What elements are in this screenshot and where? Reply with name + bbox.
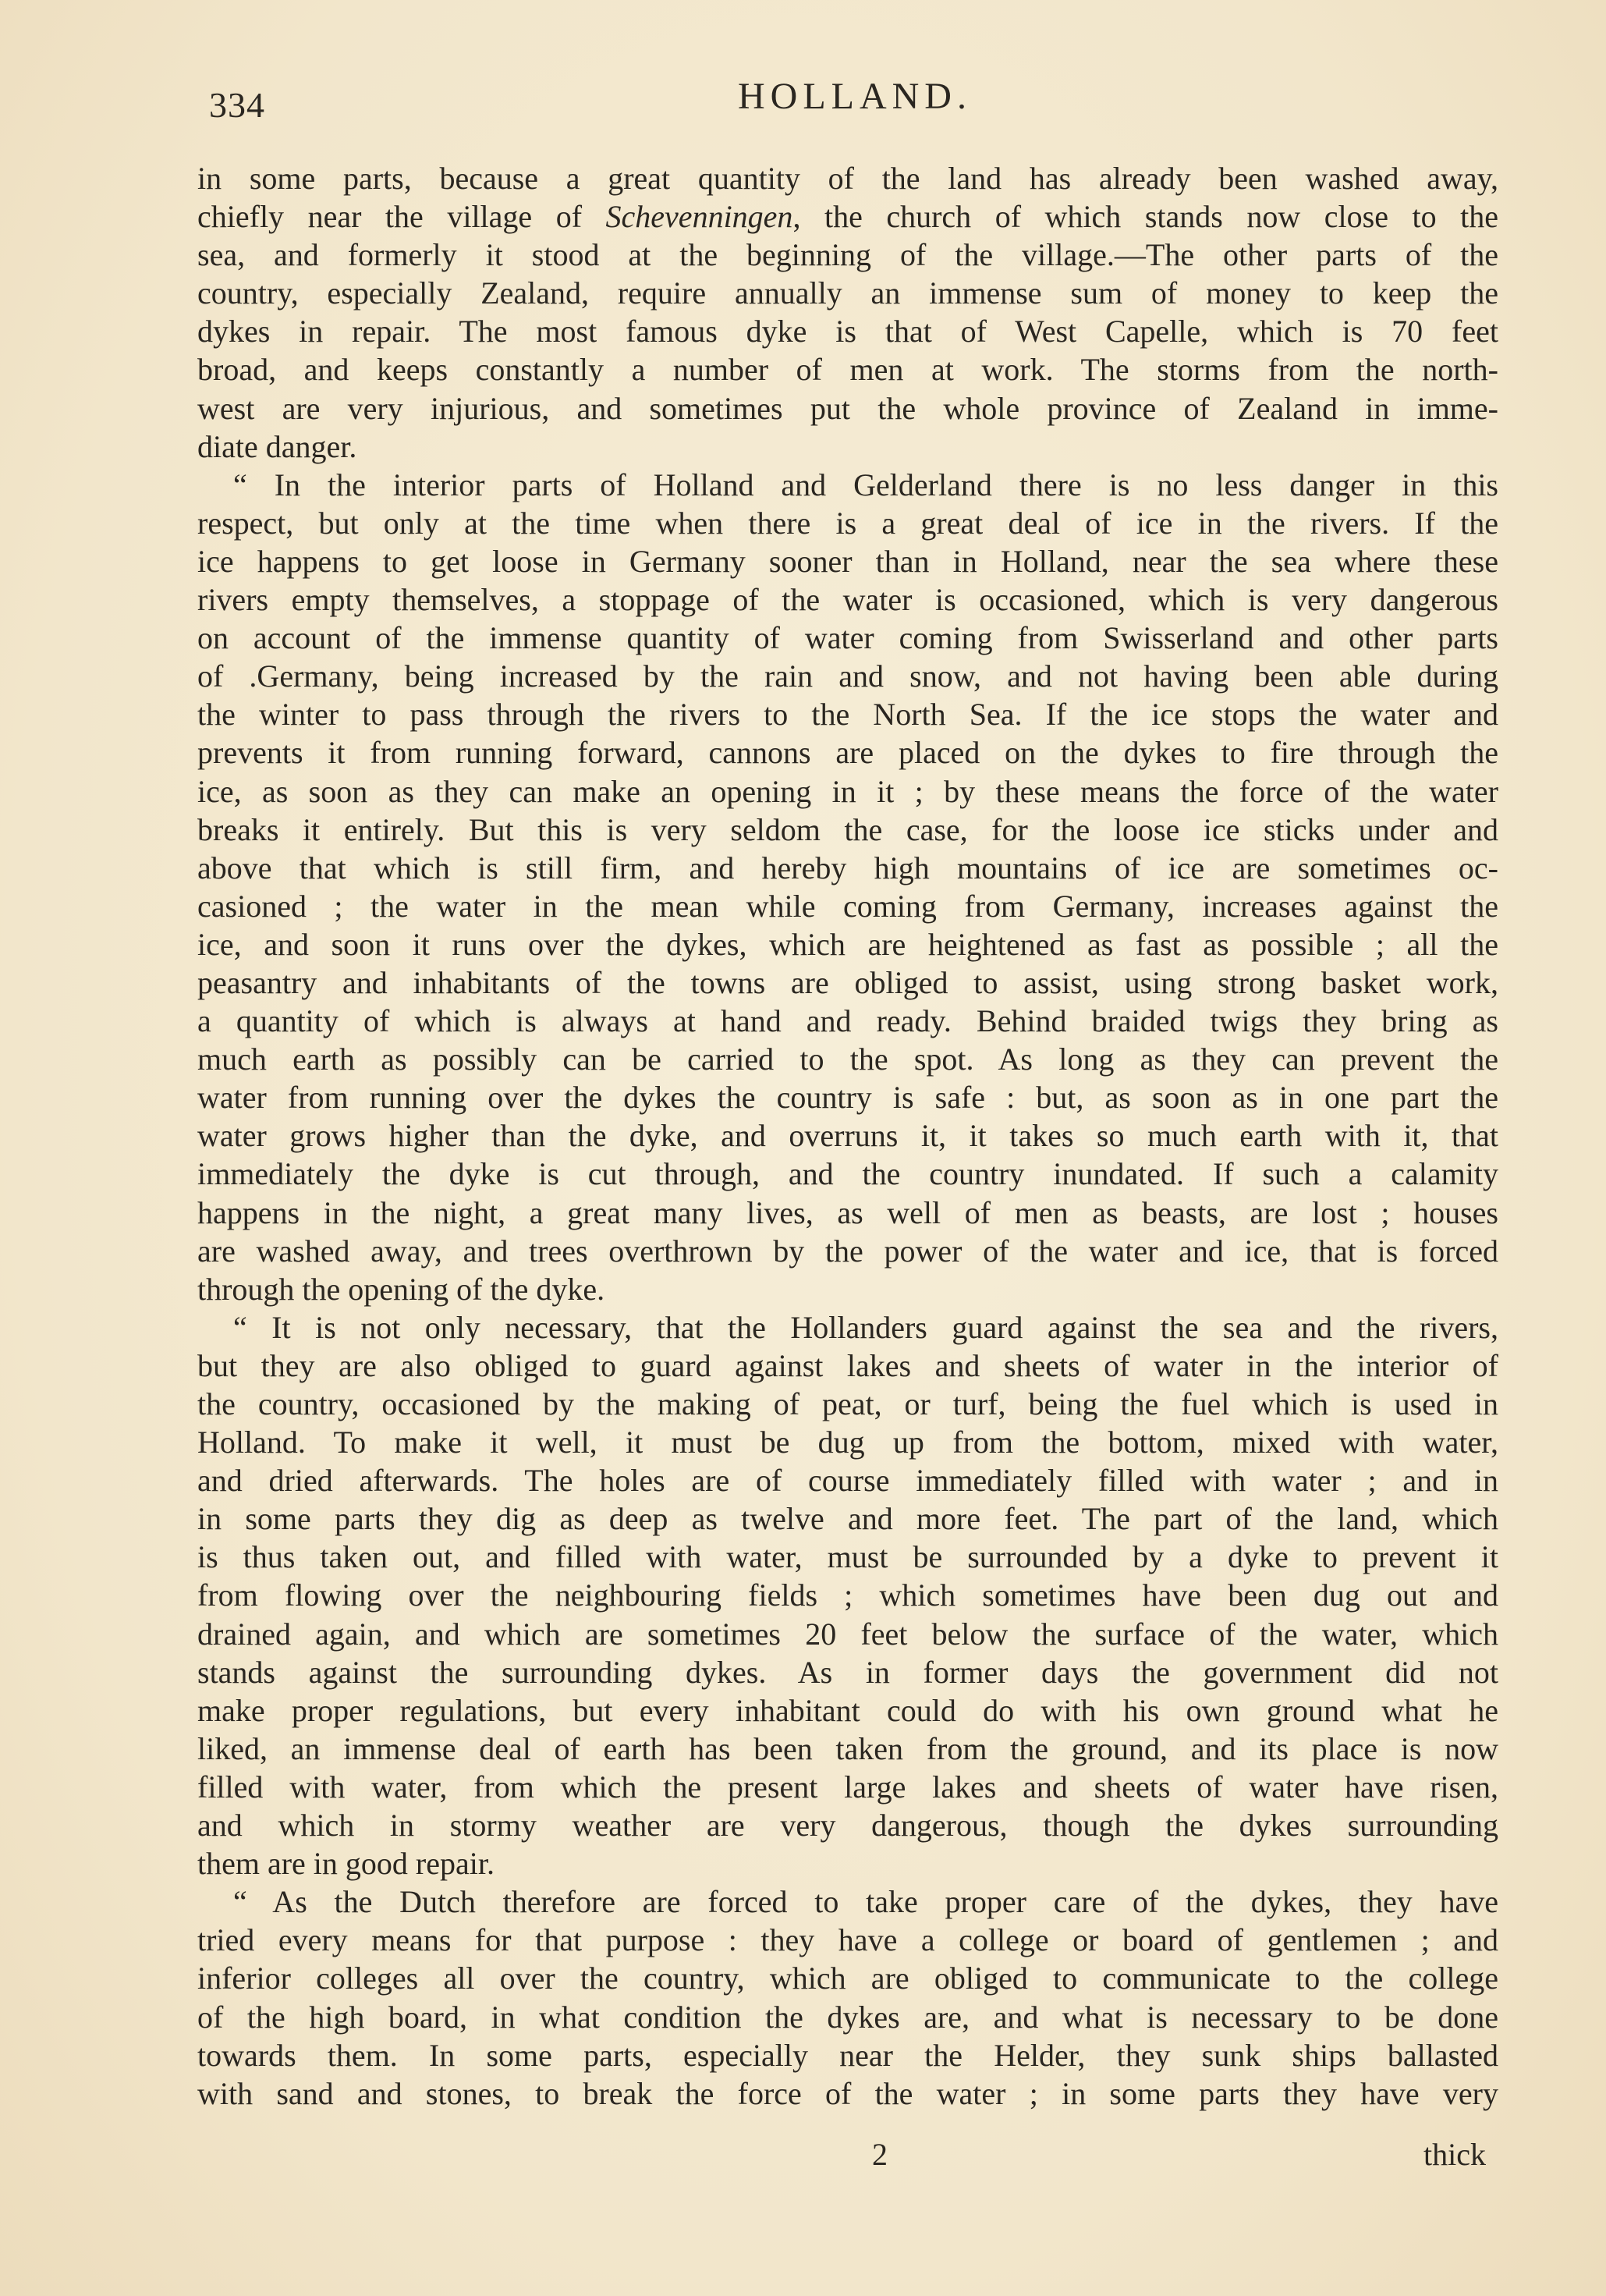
text-line: “ In the interior parts of Holland and Gelderland there is no less danger in this	[233, 467, 1498, 502]
text-line: are washed away, and trees overthrown by the power of the water and ice, that is forced	[197, 1233, 1498, 1269]
text-line: west are very injurious, and sometimes put the whole province of Zealand in imme-	[197, 390, 1498, 426]
text-line: diate danger.	[197, 428, 357, 464]
text-line: the winter to pass through the rivers to the North Sea. If the ice stops the water and	[197, 697, 1498, 733]
text-line: respect, but only at the time when there is a great deal of ice in the rivers. If the	[197, 505, 1498, 541]
text-line: towards them. In some parts, especially near the Helder, they sunk ships ballasted	[197, 2037, 1498, 2073]
text-line: in some parts they dig as deep as twelve and more feet. The part of the land, which	[197, 1501, 1498, 1537]
text-line: peasantry and inhabitants of the towns are obliged to assist, using strong basket work,	[197, 964, 1498, 1000]
text-line: sea, and formerly it stood at the beginning of the village.—The other parts of the	[197, 237, 1498, 273]
text-line: a quantity of which is always at hand and ready. Behind braided twigs they bring as	[197, 1003, 1498, 1039]
text-line: ice, and soon it runs over the dykes, which are heightened as fast as possible ; all the	[197, 926, 1498, 962]
text-line: happens in the night, a great many lives, as well of men as beasts, are lost ; houses	[197, 1194, 1498, 1230]
text-line: water from running over the dykes the country is safe : but, as soon as in one part the	[197, 1080, 1498, 1116]
text-line: and which in stormy weather are very dangerous, though the dykes surrounding	[197, 1808, 1498, 1844]
signature-mark: 2	[872, 2137, 888, 2172]
text-line: much earth as possibly can be carried to the spot. As long as they can prevent the	[197, 1042, 1498, 1077]
text-line: and dried afterwards. The holes are of course immediately filled with water ; and in	[197, 1463, 1498, 1499]
text-line: country, especially Zealand, require annually an immense sum of money to keep the	[197, 275, 1498, 311]
text-line: Holland. To make it well, it must be dug up from the bottom, mixed with water,	[197, 1425, 1498, 1460]
text-line: above that which is still firm, and hereby high mountains of ice are sometimes oc-	[197, 850, 1498, 885]
text-line: is thus taken out, and filled with water, must be surrounded by a dyke to prevent it	[197, 1539, 1498, 1575]
text-line: stands against the surrounding dykes. As in former days the government did not	[197, 1654, 1498, 1690]
running-head: HOLLAND.	[738, 76, 972, 117]
text-line: tried every means for that purpose : they have a college or board of gentlemen ; and	[197, 1922, 1498, 1958]
text-line: in some parts, because a great quantity of the land has already been washed away,	[197, 161, 1498, 196]
text-line: breaks it entirely. But this is very seldom the case, for the loose ice sticks under and	[197, 811, 1498, 847]
body-text	[197, 159, 1498, 2113]
text-line: of the high board, in what condition the dykes are, and what is necessary to be done	[197, 1999, 1498, 2035]
text-line: inferior colleges all over the country, which are obliged to communicate to the college	[197, 1961, 1498, 1996]
text-line: from flowing over the neighbouring fields ; which sometimes have been dug out and	[197, 1577, 1498, 1613]
text-line: with sand and stones, to break the force of the water ; in some parts they have very	[197, 2075, 1498, 2111]
text-line: but they are also obliged to guard against lakes and sheets of water in the interior of	[197, 1347, 1498, 1383]
text-line: chiefly near the village of Schevenningen, the church of which stands now close to the	[197, 199, 1498, 235]
catchword: thick	[1423, 2137, 1486, 2172]
text-line: liked, an immense deal of earth has been taken from the ground, and its place is now	[197, 1730, 1498, 1766]
text-line: ice happens to get loose in Germany sooner than in Holland, near the sea where these	[197, 543, 1498, 579]
text-line: casioned ; the water in the mean while coming from Germany, increases against the	[197, 888, 1498, 924]
text-line: water grows higher than the dyke, and overruns it, it takes so much earth with it, that	[197, 1118, 1498, 1154]
text-line: rivers empty themselves, a stoppage of the water is occasioned, which is very dangerous	[197, 582, 1498, 618]
text-line: filled with water, from which the present large lakes and sheets of water have risen,	[197, 1769, 1498, 1805]
text-line: “ As the Dutch therefore are forced to take proper care of the dykes, they have	[233, 1884, 1498, 1920]
text-line: prevents it from running forward, cannons are placed on the dykes to fire through the	[197, 735, 1498, 771]
text-line: drained again, and which are sometimes 20 feet below the surface of the water, which	[197, 1616, 1498, 1652]
page-number: 334	[209, 85, 265, 125]
text-line: the country, occasioned by the making of peat, or turf, being the fuel which is used in	[197, 1386, 1498, 1421]
text-line: broad, and keeps constantly a number of men at work. The storms from the north-	[197, 352, 1498, 388]
text-line: dykes in repair. The most famous dyke is that of West Capelle, which is 70 feet	[197, 314, 1498, 350]
text-line: immediately the dyke is cut through, and the country inundated. If such a calamity	[197, 1156, 1498, 1192]
text-line: of .Germany, being increased by the rain and snow, and not having been able during	[197, 658, 1498, 694]
text-line: on account of the immense quantity of water coming from Swisserland and other parts	[197, 620, 1498, 656]
text-line: “ It is not only necessary, that the Hollanders guard against the sea and the rivers,	[233, 1309, 1498, 1345]
italic-place-name: Schevenningen	[605, 199, 793, 235]
text-line: ice, as soon as they can make an opening in it ; by these means the force of the water	[197, 773, 1498, 809]
text-line: make proper regulations, but every inhabitant could do with his own ground what he	[197, 1692, 1498, 1728]
text-line: through the opening of the dyke.	[197, 1271, 605, 1307]
text-line: them are in good repair.	[197, 1846, 495, 1882]
